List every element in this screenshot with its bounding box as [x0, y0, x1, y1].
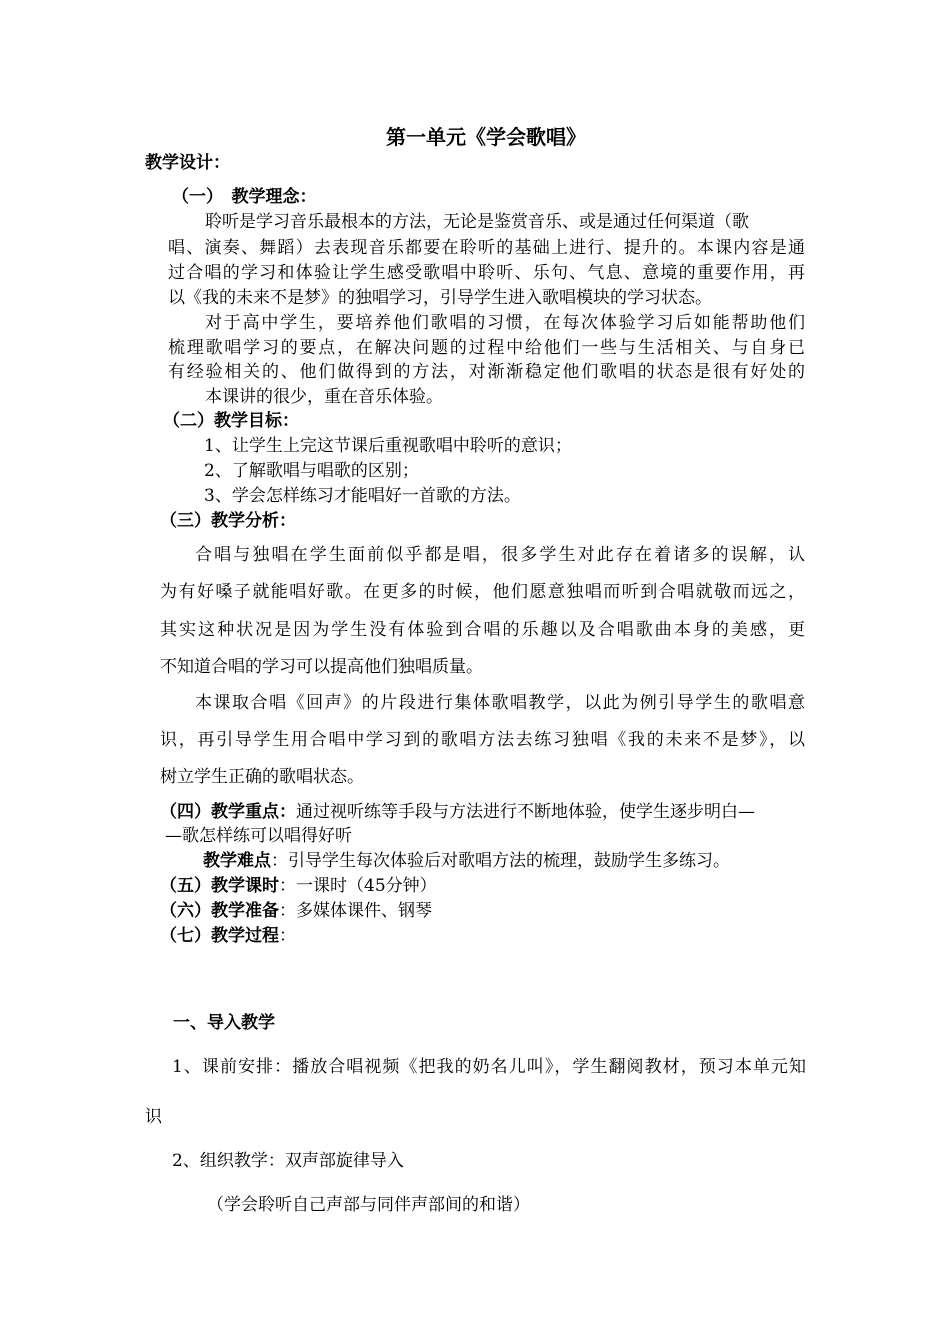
section-4-label: （四）教学重点： [160, 802, 296, 822]
objective-item: 1、让学生上完这节课后重视歌唱中聆听的意识； [204, 436, 572, 456]
section-6-line [160, 901, 432, 921]
section-7-label: （七）教学过程 [160, 926, 279, 946]
process-heading: 一、导入教学 [173, 1013, 275, 1033]
section-3-heading: （三）教学分析： [160, 511, 296, 531]
s1-p1-line: 以《我的未来不是梦》的独唱学习，引导学生进入歌唱模块的学习状态。 [168, 288, 712, 308]
s1-p2-line: 本课讲的很少，重在音乐体验。 [205, 387, 443, 407]
section-7-text: ： [279, 926, 296, 946]
section-7-line [160, 926, 296, 946]
process-item-1: 1、课前安排：播放合唱视频《把我的奶名儿叫》，学生翻阅教材，预习本单元知 [172, 1057, 806, 1077]
section-2-heading: （二）教学目标： [163, 411, 299, 431]
s3-p1-line: 合唱与独唱在学生面前似乎都是唱，很多学生对此存在着诸多的误解，认 [195, 545, 805, 565]
s1-p1-line: 唱、演奏、舞蹈）去表现音乐都要在聆听的基础上进行、提升的。本课内容是通 [168, 238, 805, 258]
difficulty-label: 教学难点 [203, 851, 271, 871]
s1-p2-line: 梳理歌唱学习的要点，在解决问题的过程中给他们一些与生活相关、与自身已 [168, 338, 805, 358]
section-5-label: （五）教学课时 [160, 876, 279, 896]
section-6-label: （六）教学准备 [160, 901, 279, 921]
s3-p2-line: 本课取合唱《回声》的片段进行集体歌唱教学，以此为例引导学生的歌唱意 [195, 693, 805, 713]
process-item-1-cont: 识 [145, 1107, 162, 1127]
difficulty-line [203, 851, 730, 871]
section-6-text: ：多媒体课件、钢琴 [279, 901, 432, 921]
section-1-heading: （一） 教学理念： [172, 187, 317, 207]
s1-p2-line: 有经验相关的、他们做得到的方法，对渐渐稳定他们歌唱的状态是很有好处的 [168, 362, 805, 382]
s1-p1-line: 聆听是学习音乐最根本的方法，无论是鉴赏音乐、或是通过任何渠道（歌 [205, 212, 749, 232]
process-note: （学会聆听自己声部与同伴声部间的和谐） [207, 1195, 530, 1215]
process-item-2: 2、组织教学：双声部旋律导入 [172, 1151, 404, 1171]
objective-item: 2、了解歌唱与唱歌的区别； [204, 461, 419, 481]
s3-p1-line: 其实这种状况是因为学生没有体验到合唱的乐趣以及合唱歌曲本身的美感，更 [160, 620, 805, 640]
difficulty-text: ：引导学生每次体验后对歌唱方法的梳理，鼓励学生多练习。 [271, 851, 730, 871]
section-4-line-2: —歌怎样练可以唱得好听 [165, 826, 352, 846]
section-4-line [160, 802, 755, 822]
s3-p1-line: 为有好嗓子就能唱好歌。在更多的时候，他们愿意独唱而听到合唱就敬而远之， [160, 582, 805, 602]
design-label: 教学设计： [145, 153, 230, 173]
section-4-text: 通过视听练等手段与方法进行不断地体验，使学生逐步明白— [296, 802, 755, 822]
objective-item: 3、学会怎样练习才能唱好一首歌的方法。 [204, 486, 521, 506]
section-5-text: ：一课时（45分钟） [279, 876, 437, 896]
s1-p2-line: 对于高中学生，要培养他们歌唱的习惯，在每次体验学习后如能帮助他们 [205, 313, 805, 333]
s1-p1-line: 过合唱的学习和体验让学生感受歌唱中聆听、乐句、气息、意境的重要作用，再 [168, 263, 805, 283]
s3-p2-line: 树立学生正确的歌唱状态。 [160, 767, 364, 787]
s3-p1-line: 不知道合唱的学习可以提高他们独唱质量。 [160, 657, 483, 677]
s3-p2-line: 识，再引导学生用合唱中学习到的歌唱方法去练习独唱《我的未来不是梦》，以 [160, 730, 805, 750]
page-title: 第一单元《学会歌唱》 [386, 125, 586, 149]
section-5-line [160, 876, 437, 896]
